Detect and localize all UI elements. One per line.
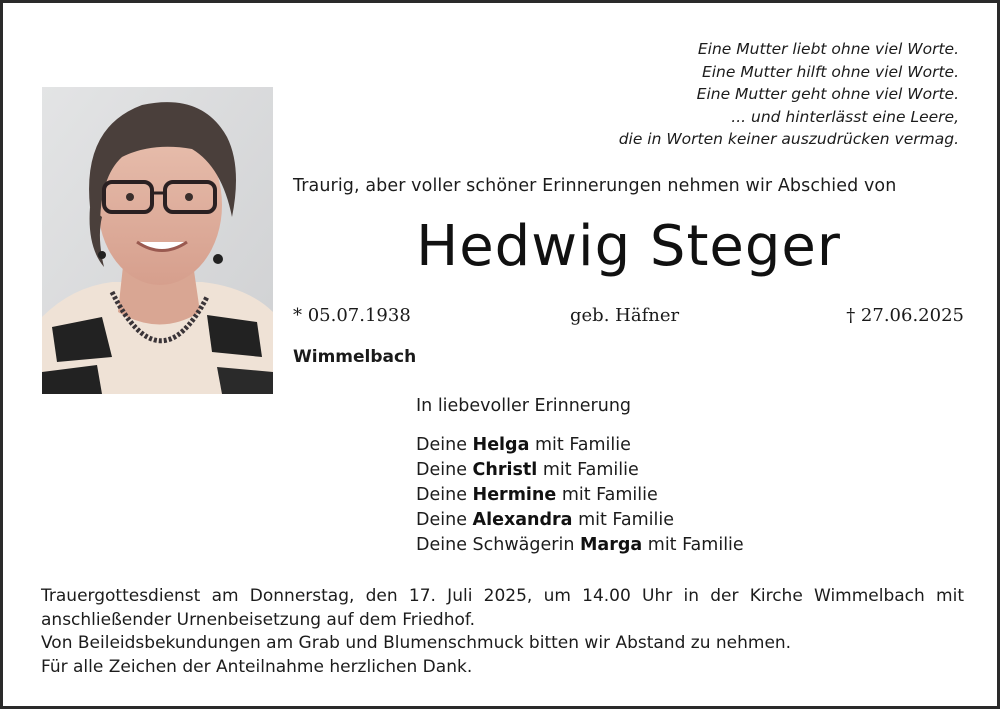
- home-town: Wimmelbach: [293, 347, 417, 367]
- thanks-line: Für alle Zeichen der Anteilnahme herzlichen Dank.: [41, 656, 473, 677]
- poem-line: Eine Mutter liebt ohne viel Worte.: [697, 40, 959, 58]
- mourners-list: [416, 433, 744, 558]
- service-info: Trauergottesdienst am Donnerstag, den 17. Juli 2025, um 14.00 Uhr in der Kirche Wimmelbach mit anschließender Urnenbeisetzung auf dem Friedhof.: [41, 586, 964, 630]
- poem-line: ... und hinterlässt eine Leere,: [731, 107, 959, 126]
- mourner-line: Deine Alexandra mit Familie: [416, 510, 674, 530]
- mourner-line: Deine Hermine mit Familie: [416, 485, 658, 505]
- condolence-request: Von Beileidsbekundungen am Grab und Blumenschmuck bitten wir Abstand zu nehmen.: [41, 633, 792, 653]
- portrait-photo: [42, 87, 273, 394]
- mourner-name: Marga: [579, 535, 643, 555]
- funeral-details: [41, 585, 964, 679]
- intro-text: Traurig, aber voller schöner Erinnerungen nehmen wir Abschied von: [293, 176, 897, 196]
- poem-line: Eine Mutter geht ohne viel Worte.: [696, 85, 959, 103]
- mourner-name: Christl: [472, 460, 538, 480]
- poem-line: die in Worten keiner auszudrücken vermag.: [618, 130, 959, 148]
- memory-line: In liebevoller Erinnerung: [416, 396, 632, 416]
- poem: [619, 38, 959, 151]
- poem-line: Eine Mutter hilft ohne viel Worte.: [701, 62, 959, 81]
- mourner-name: Hermine: [472, 485, 557, 505]
- birth-date: * 05.07.1938: [293, 305, 411, 326]
- mourner-name: Alexandra: [472, 510, 573, 530]
- mourner-line: Deine Schwägerin Marga mit Familie: [416, 535, 744, 555]
- mourner-line: Deine Helga mit Familie: [416, 435, 631, 455]
- mourner-name: Helga: [472, 435, 530, 455]
- mourner-line: Deine Christl mit Familie: [416, 460, 639, 480]
- death-date: † 27.06.2025: [846, 305, 964, 326]
- maiden-name: geb. Häfner: [570, 305, 680, 326]
- deceased-name: Hedwig Steger: [416, 214, 841, 279]
